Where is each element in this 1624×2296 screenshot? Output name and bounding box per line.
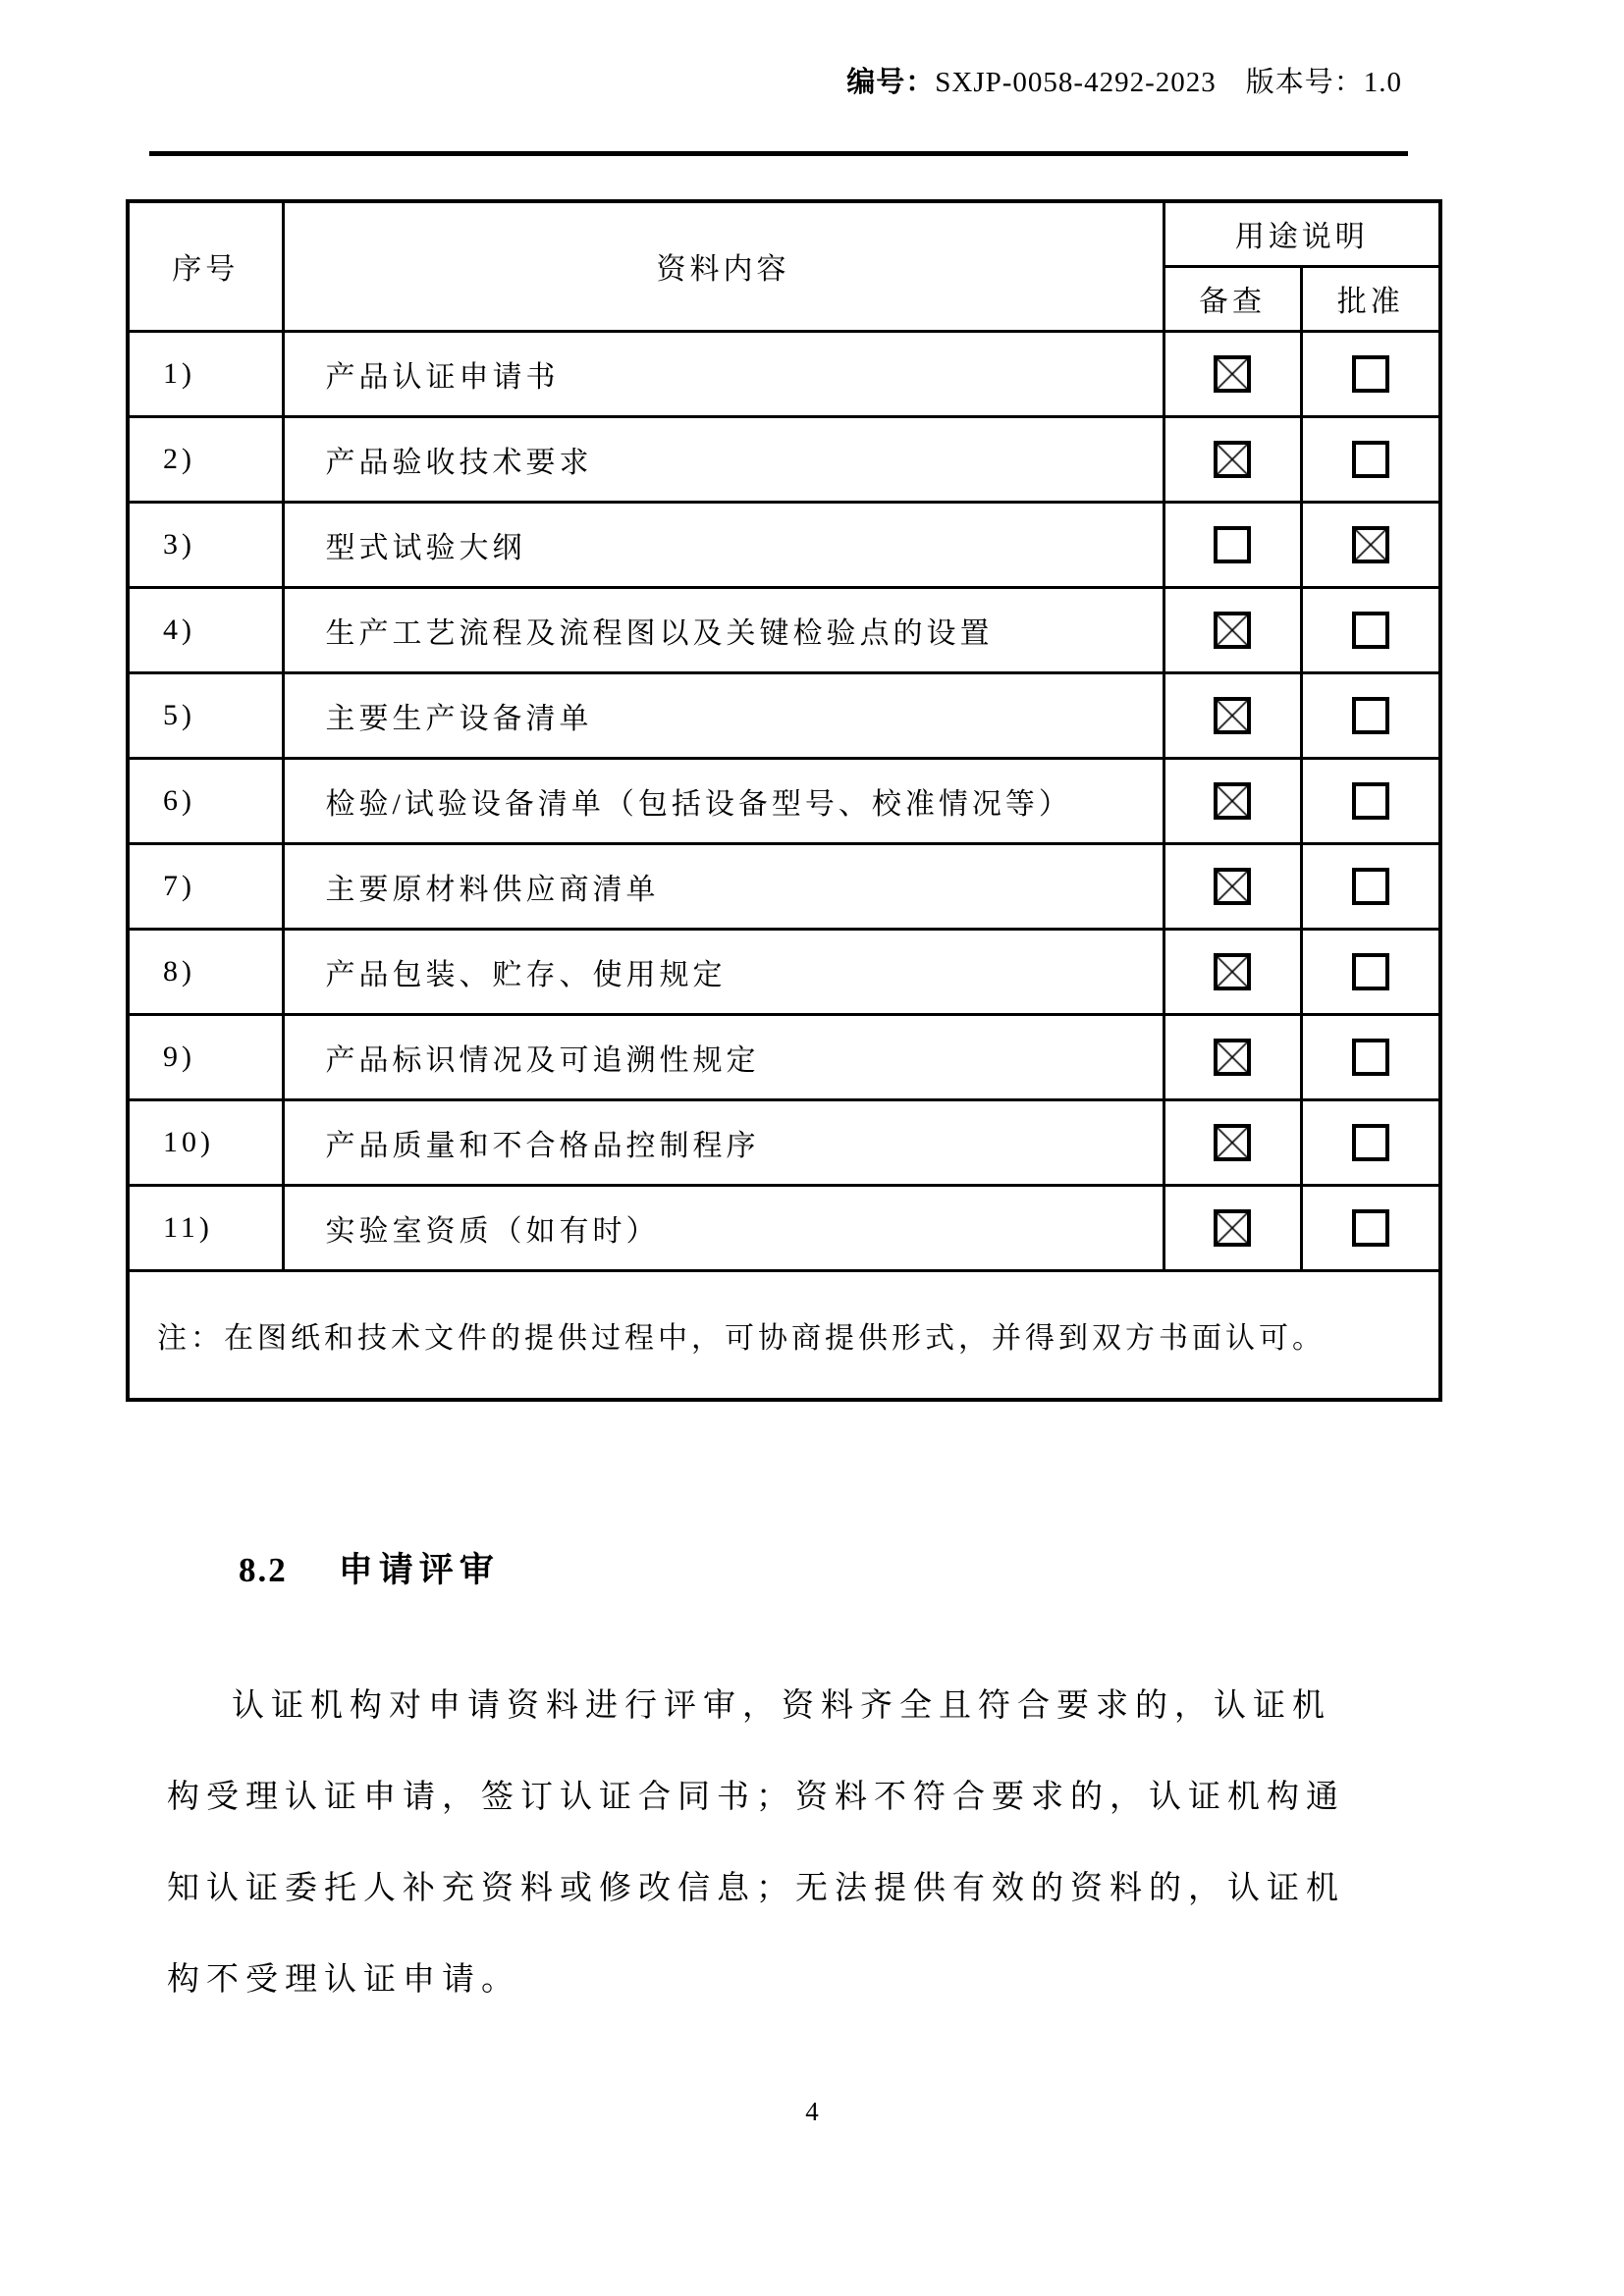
- for-reference-checkbox[interactable]: [1214, 441, 1251, 478]
- content-cell: 产品包装、贮存、使用规定: [283, 929, 1164, 1014]
- for-reference-cell: [1164, 1099, 1301, 1185]
- version-label: 版本号：: [1245, 67, 1364, 98]
- approval-checkbox[interactable]: [1352, 1039, 1389, 1076]
- for-reference-checkbox[interactable]: [1214, 612, 1251, 649]
- content-cell: 主要原材料供应商清单: [283, 843, 1164, 929]
- section-paragraph: [167, 1661, 1394, 2026]
- content-cell: 产品质量和不合格品控制程序: [283, 1099, 1164, 1185]
- serial-cell: 2): [128, 416, 283, 502]
- serial-cell: 7): [128, 843, 283, 929]
- for-reference-cell: [1164, 331, 1301, 416]
- section-title: 申请评审: [338, 1551, 500, 1589]
- approval-checkbox[interactable]: [1352, 697, 1389, 734]
- header-rule: [149, 151, 1408, 156]
- table-header-row-1: [128, 201, 1440, 266]
- approval-checkbox[interactable]: [1352, 526, 1389, 563]
- for-reference-checkbox[interactable]: [1214, 1209, 1251, 1247]
- for-reference-checkbox[interactable]: [1214, 1039, 1251, 1076]
- content-cell: 产品标识情况及可追溯性规定: [283, 1014, 1164, 1099]
- page-number: 4: [805, 2097, 819, 2126]
- for-reference-cell: [1164, 1014, 1301, 1099]
- serial-cell: 8): [128, 929, 283, 1014]
- column-header-approval: 批准: [1301, 266, 1440, 331]
- for-reference-checkbox[interactable]: [1214, 782, 1251, 820]
- column-header-content: 资料内容: [283, 201, 1164, 331]
- table-row: [128, 758, 1440, 843]
- paragraph-line: 构不受理认证申请。: [167, 1962, 520, 1998]
- content-cell: 产品认证申请书: [283, 331, 1164, 416]
- content-cell: 主要生产设备清单: [283, 672, 1164, 758]
- doc-number-label: 编号：: [846, 67, 936, 98]
- for-reference-cell: [1164, 502, 1301, 587]
- content-cell: 型式试验大纲: [283, 502, 1164, 587]
- for-reference-checkbox[interactable]: [1214, 526, 1251, 563]
- for-reference-cell: [1164, 929, 1301, 1014]
- approval-checkbox[interactable]: [1352, 953, 1389, 990]
- for-reference-checkbox[interactable]: [1214, 953, 1251, 990]
- table-row: [128, 1099, 1440, 1185]
- approval-cell: [1301, 1185, 1440, 1270]
- approval-cell: [1301, 1099, 1440, 1185]
- approval-cell: [1301, 502, 1440, 587]
- approval-checkbox[interactable]: [1352, 1124, 1389, 1161]
- approval-checkbox[interactable]: [1352, 441, 1389, 478]
- approval-checkbox[interactable]: [1352, 612, 1389, 649]
- content-cell: 生产工艺流程及流程图以及关键检验点的设置: [283, 587, 1164, 672]
- serial-cell: 1): [128, 331, 283, 416]
- approval-cell: [1301, 758, 1440, 843]
- serial-cell: 5): [128, 672, 283, 758]
- approval-cell: [1301, 1014, 1440, 1099]
- table-row: [128, 331, 1440, 416]
- version-value: 1.0: [1363, 67, 1402, 98]
- content-cell: 检验/试验设备清单（包括设备型号、校准情况等）: [283, 758, 1164, 843]
- paragraph-line: 知认证委托人补充资料或修改信息；无法提供有效的资料的，认证机: [167, 1871, 1345, 1906]
- serial-cell: 10): [128, 1099, 283, 1185]
- table-row: [128, 843, 1440, 929]
- table-row: [128, 502, 1440, 587]
- paragraph-line: 构受理认证申请，签订认证合同书；资料不符合要求的，认证机构通: [167, 1780, 1345, 1815]
- serial-cell: 6): [128, 758, 283, 843]
- for-reference-cell: [1164, 672, 1301, 758]
- approval-checkbox[interactable]: [1352, 355, 1389, 393]
- column-header-serial: 序号: [128, 201, 283, 331]
- approval-cell: [1301, 929, 1440, 1014]
- column-header-for-reference: 备查: [1164, 266, 1301, 331]
- table-row: [128, 929, 1440, 1014]
- doc-number-value: SXJP-0058-4292-2023: [935, 67, 1217, 98]
- table-row: [128, 1014, 1440, 1099]
- approval-cell: [1301, 416, 1440, 502]
- table-row: [128, 1185, 1440, 1270]
- approval-cell: [1301, 843, 1440, 929]
- for-reference-checkbox[interactable]: [1214, 697, 1251, 734]
- serial-cell: 4): [128, 587, 283, 672]
- content-cell: 实验室资质（如有时）: [283, 1185, 1164, 1270]
- serial-cell: 3): [128, 502, 283, 587]
- approval-checkbox[interactable]: [1352, 868, 1389, 905]
- for-reference-checkbox[interactable]: [1214, 1124, 1251, 1161]
- for-reference-cell: [1164, 758, 1301, 843]
- serial-cell: 11): [128, 1185, 283, 1270]
- column-header-usage: 用途说明: [1164, 201, 1440, 266]
- paragraph-line: 认证机构对申请资料进行评审，资料齐全且符合要求的，认证机: [232, 1688, 1331, 1724]
- approval-checkbox[interactable]: [1352, 1209, 1389, 1247]
- table-row: [128, 416, 1440, 502]
- table-row: [128, 672, 1440, 758]
- for-reference-cell: [1164, 843, 1301, 929]
- section-number: 8.2: [239, 1551, 288, 1589]
- for-reference-cell: [1164, 587, 1301, 672]
- for-reference-checkbox[interactable]: [1214, 355, 1251, 393]
- approval-cell: [1301, 331, 1440, 416]
- serial-cell: 9): [128, 1014, 283, 1099]
- approval-checkbox[interactable]: [1352, 782, 1389, 820]
- table-row: [128, 587, 1440, 672]
- document-header: [0, 63, 1624, 102]
- table-note: 注：在图纸和技术文件的提供过程中，可协商提供形式，并得到双方书面认可。: [128, 1270, 1440, 1400]
- for-reference-checkbox[interactable]: [1214, 868, 1251, 905]
- section-heading: [239, 1543, 1624, 1592]
- for-reference-cell: [1164, 416, 1301, 502]
- for-reference-cell: [1164, 1185, 1301, 1270]
- table-note-row: [128, 1270, 1440, 1400]
- materials-table: [126, 199, 1442, 1402]
- content-cell: 产品验收技术要求: [283, 416, 1164, 502]
- approval-cell: [1301, 587, 1440, 672]
- approval-cell: [1301, 672, 1440, 758]
